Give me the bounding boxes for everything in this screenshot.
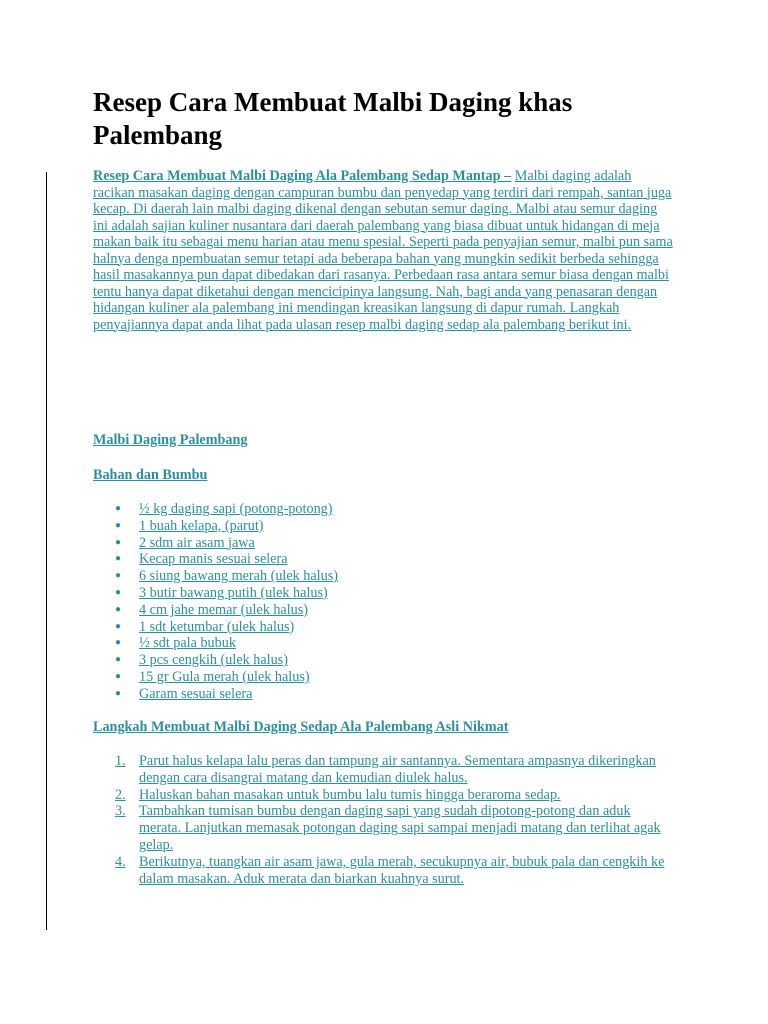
ingredient-item[interactable] xyxy=(115,518,673,535)
bullet-icon: ● xyxy=(115,670,122,682)
step-item[interactable] xyxy=(115,787,675,804)
section-heading-bahan[interactable]: Bahan dan Bumbu xyxy=(93,466,208,483)
ingredient-text[interactable]: 3 pcs cengkih (ulek halus) xyxy=(139,652,288,669)
intro-paragraph xyxy=(93,168,673,333)
ingredient-text[interactable]: 6 siung bawang merah (ulek halus) xyxy=(139,568,338,585)
ingredient-item[interactable] xyxy=(115,501,673,518)
step-item[interactable] xyxy=(115,753,675,787)
bullet-icon: ● xyxy=(115,570,122,582)
ingredient-text[interactable]: ½ kg daging sapi (potong-potong) xyxy=(139,501,333,517)
ingredient-text[interactable]: 3 butir bawang putih (ulek halus) xyxy=(139,584,328,601)
ingredient-text[interactable]: Kecap manis sesuai selera xyxy=(139,551,288,568)
bullet-icon: ● xyxy=(115,687,122,699)
step-item[interactable] xyxy=(115,803,675,853)
step-text[interactable]: Parut halus kelapa lalu peras dan tampung air santannya. Sementara ampasnya dikeringkan dengan cara disangrai matang dan kemudian diulek halus. xyxy=(139,753,656,786)
ingredient-text[interactable]: 1 sdt ketumbar (ulek halus) xyxy=(139,618,295,635)
step-number: 3. xyxy=(115,803,126,820)
ingredient-item[interactable] xyxy=(115,551,673,568)
step-text[interactable]: Berikutnya, tuangkan air asam jawa, gula merah, secukupnya air, bubuk pala dan cengkih ke dalam masakan. Aduk merata dan biarkan kuahnya surut. xyxy=(139,853,665,887)
step-number: 4. xyxy=(115,853,126,870)
ingredient-text[interactable]: 4 cm jahe memar (ulek halus) xyxy=(139,601,309,618)
ingredient-text[interactable]: 2 sdm air asam jawa xyxy=(139,534,255,551)
ingredient-item[interactable] xyxy=(115,568,673,585)
ingredient-item[interactable] xyxy=(115,535,673,552)
page-title: Resep Cara Membuat Malbi Daging khas Palembang xyxy=(93,87,573,150)
section-heading-malbi[interactable]: Malbi Daging Palembang xyxy=(93,432,248,448)
ingredient-text[interactable]: 1 buah kelapa, (parut) xyxy=(139,517,264,534)
section-heading-langkah[interactable]: Langkah Membuat Malbi Daging Sedap Ala Palembang Asli Nikmat xyxy=(93,718,509,735)
bullet-icon: ● xyxy=(115,536,122,548)
bullet-icon: ● xyxy=(115,586,122,598)
bullet-icon: ● xyxy=(115,620,122,632)
step-text[interactable]: Haluskan bahan masakan untuk bumbu lalu tumis hingga beraroma sedap. xyxy=(139,786,561,803)
ingredient-item[interactable] xyxy=(115,686,673,703)
bullet-icon: ● xyxy=(115,503,122,514)
intro-body-link[interactable]: Malbi daging adalah racikan masakan daging dengan campuran bumbu dan penyedap yang terdiri dari rempah, santan juga kecap. Di daerah lain malbi daging dikenal dengan sebutan semur daging. Malbi atau semur daging ini adalah sajian kuliner nusantara dari daerah palembang yang biasa dibuat untuk hidangan di meja makan baik itu sebagai menu harian atau menu spesial. Seperti pada penyajian semur, malbi pun sama halnya denga npembuatan semur tetapi ada beberapa bahan yang mungkin sedikit berbeda sehingga hasil masakannya pun dapat dibedakan dari rasanya. Perbedaan rasa antara semur biasa dengan malbi tentu hanya dapat diketahui dengan mencicipinya langsung. Nah, bagi anda yang penasaran dengan hidangan kuliner ala palembang ini mendingan kreasikan langsung di dapur rumah. Langkah penyajiannya dapat anda lihat pada ulasan resep malbi daging sedap ala palembang berikut ini. xyxy=(93,168,673,333)
ingredient-item[interactable] xyxy=(115,602,673,619)
ingredient-text[interactable]: Garam sesuai selera xyxy=(139,685,253,702)
bullet-icon: ● xyxy=(115,637,122,649)
steps-list xyxy=(93,753,675,887)
step-text[interactable]: Tambahkan tumisan bumbu dengan daging sapi yang sudah dipotong-potong dan aduk merata. Lanjutkan memasak potongan daging sapi sampai menjadi matang dan terlihat agak gelap. xyxy=(139,803,661,854)
bullet-icon: ● xyxy=(115,654,122,666)
ingredient-item[interactable] xyxy=(115,652,673,669)
ingredient-item[interactable] xyxy=(115,669,673,686)
bullet-icon: ● xyxy=(115,603,122,615)
document-page xyxy=(93,86,673,887)
step-number: 2. xyxy=(115,786,126,803)
ingredient-item[interactable] xyxy=(115,635,673,652)
ingredient-item[interactable] xyxy=(115,585,673,602)
step-item[interactable] xyxy=(115,854,675,888)
bullet-icon: ● xyxy=(115,519,122,531)
ingredient-text[interactable]: 15 gr Gula merah (ulek halus) xyxy=(139,668,310,685)
step-number: 1. xyxy=(115,753,126,770)
intro-lead-link[interactable]: Resep Cara Membuat Malbi Daging Ala Palembang Sedap Mantap – xyxy=(93,168,512,184)
ingredient-item[interactable] xyxy=(115,619,673,636)
ingredient-list xyxy=(93,501,673,703)
bullet-icon: ● xyxy=(115,553,122,565)
left-margin-rule xyxy=(46,172,47,930)
ingredient-text[interactable]: ½ sdt pala bubuk xyxy=(139,635,236,652)
